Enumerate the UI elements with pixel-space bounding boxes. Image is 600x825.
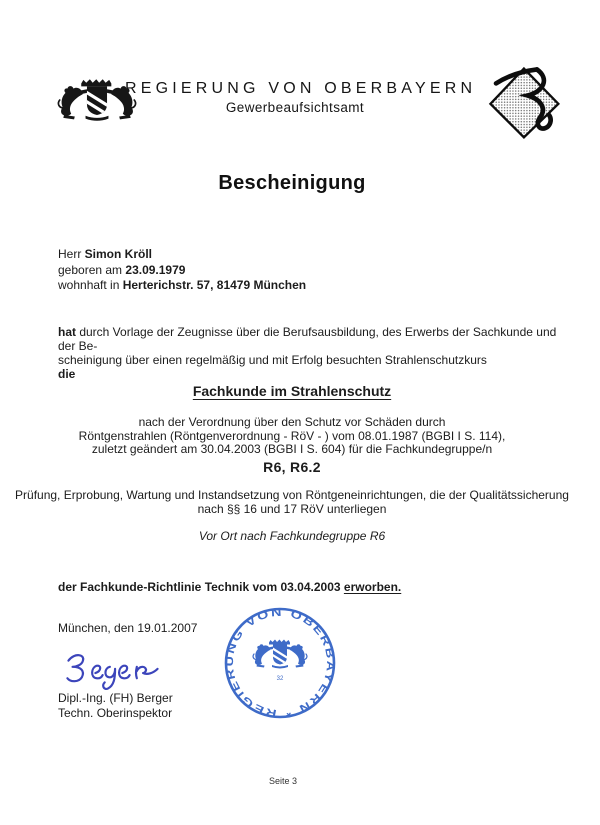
signer-title: Techn. Oberinspektor — [58, 706, 173, 720]
person-birth-line — [58, 263, 306, 279]
person-address-line — [58, 278, 306, 294]
scope-paragraph — [0, 489, 584, 516]
subject-heading — [0, 383, 584, 399]
place-date: München, den 19.01.2007 — [58, 621, 198, 635]
intro-paragraph — [58, 325, 558, 381]
birth-date: 23.09.1979 — [125, 262, 186, 277]
stamp-number: 32 — [276, 676, 284, 682]
letterhead — [125, 80, 477, 115]
intro-line-2: scheinigung über einen regelmäßig und mit Erfolg besuchten Strahlenschutzkurs — [58, 353, 487, 367]
acquired-word: erworben. — [343, 580, 402, 594]
fachkundegruppe-codes: R6, R6.2 — [263, 459, 321, 475]
salutation: Herr — [58, 247, 85, 261]
intro-line-3: die — [58, 367, 76, 381]
scope-line-2: nach §§ 16 und 17 RöV unterliegen — [197, 501, 387, 516]
intro-line1-rest: durch Vorlage der Zeugnisse über die Berufsausbildung, des Erwerbs der Sachkunde und der Be- — [58, 325, 557, 353]
residence-label: wohnhaft in — [58, 278, 123, 292]
subject-heading-text: Fachkunde im Strahlenschutz — [192, 383, 392, 399]
born-label: geboren am — [58, 262, 126, 277]
signer-name: Dipl.-Ing. (FH) Berger — [58, 691, 173, 705]
diamond-emblem-icon — [480, 62, 566, 142]
stamp-ring-text: REGIERUNG VON OBERBAYERN * — [223, 606, 337, 720]
intro-bold-word: hat — [58, 325, 76, 339]
person-name: Simon Kröll — [84, 247, 153, 261]
handwritten-signature — [56, 650, 170, 694]
intro-line-1 — [58, 325, 558, 353]
regulation-line-2: Röntgenstrahlen (Röntgenverordnung - RöV - ) vom 08.01.1987 (BGBI I S. 114), — [78, 428, 506, 443]
acquired-line — [58, 580, 401, 594]
document-title: Bescheinigung — [218, 172, 366, 194]
person-block — [58, 247, 306, 294]
regulation-line-3: zuletzt geändert am 30.04.2003 (BGBI I S. 604) für die Fachkundegruppe/n — [91, 442, 493, 456]
signer-block — [58, 691, 173, 721]
page-number: Seite 3 — [268, 776, 298, 786]
acquired-prefix: der Fachkunde-Richtlinie Technik vom 03.04.2003 — [58, 580, 344, 594]
regulation-paragraph — [0, 416, 584, 457]
scope-line-1: Prüfung, Erprobung, Wartung und Instandsetzung von Röntgeneinrichtungen, die der Qualitätssicherung — [15, 488, 569, 502]
regulation-line-1: nach der Verordnung über den Schutz vor Schäden durch — [138, 415, 446, 429]
agency-name: REGIERUNG VON OBERBAYERN — [125, 80, 477, 97]
official-stamp — [219, 602, 341, 724]
address: Herterichstr. 57, 81479 München — [122, 278, 307, 292]
person-name-line — [58, 247, 306, 263]
onsite-note: Vor Ort nach Fachkundegruppe R6 — [198, 529, 386, 543]
department-name: Gewerbeaufsichtsamt — [225, 100, 365, 115]
